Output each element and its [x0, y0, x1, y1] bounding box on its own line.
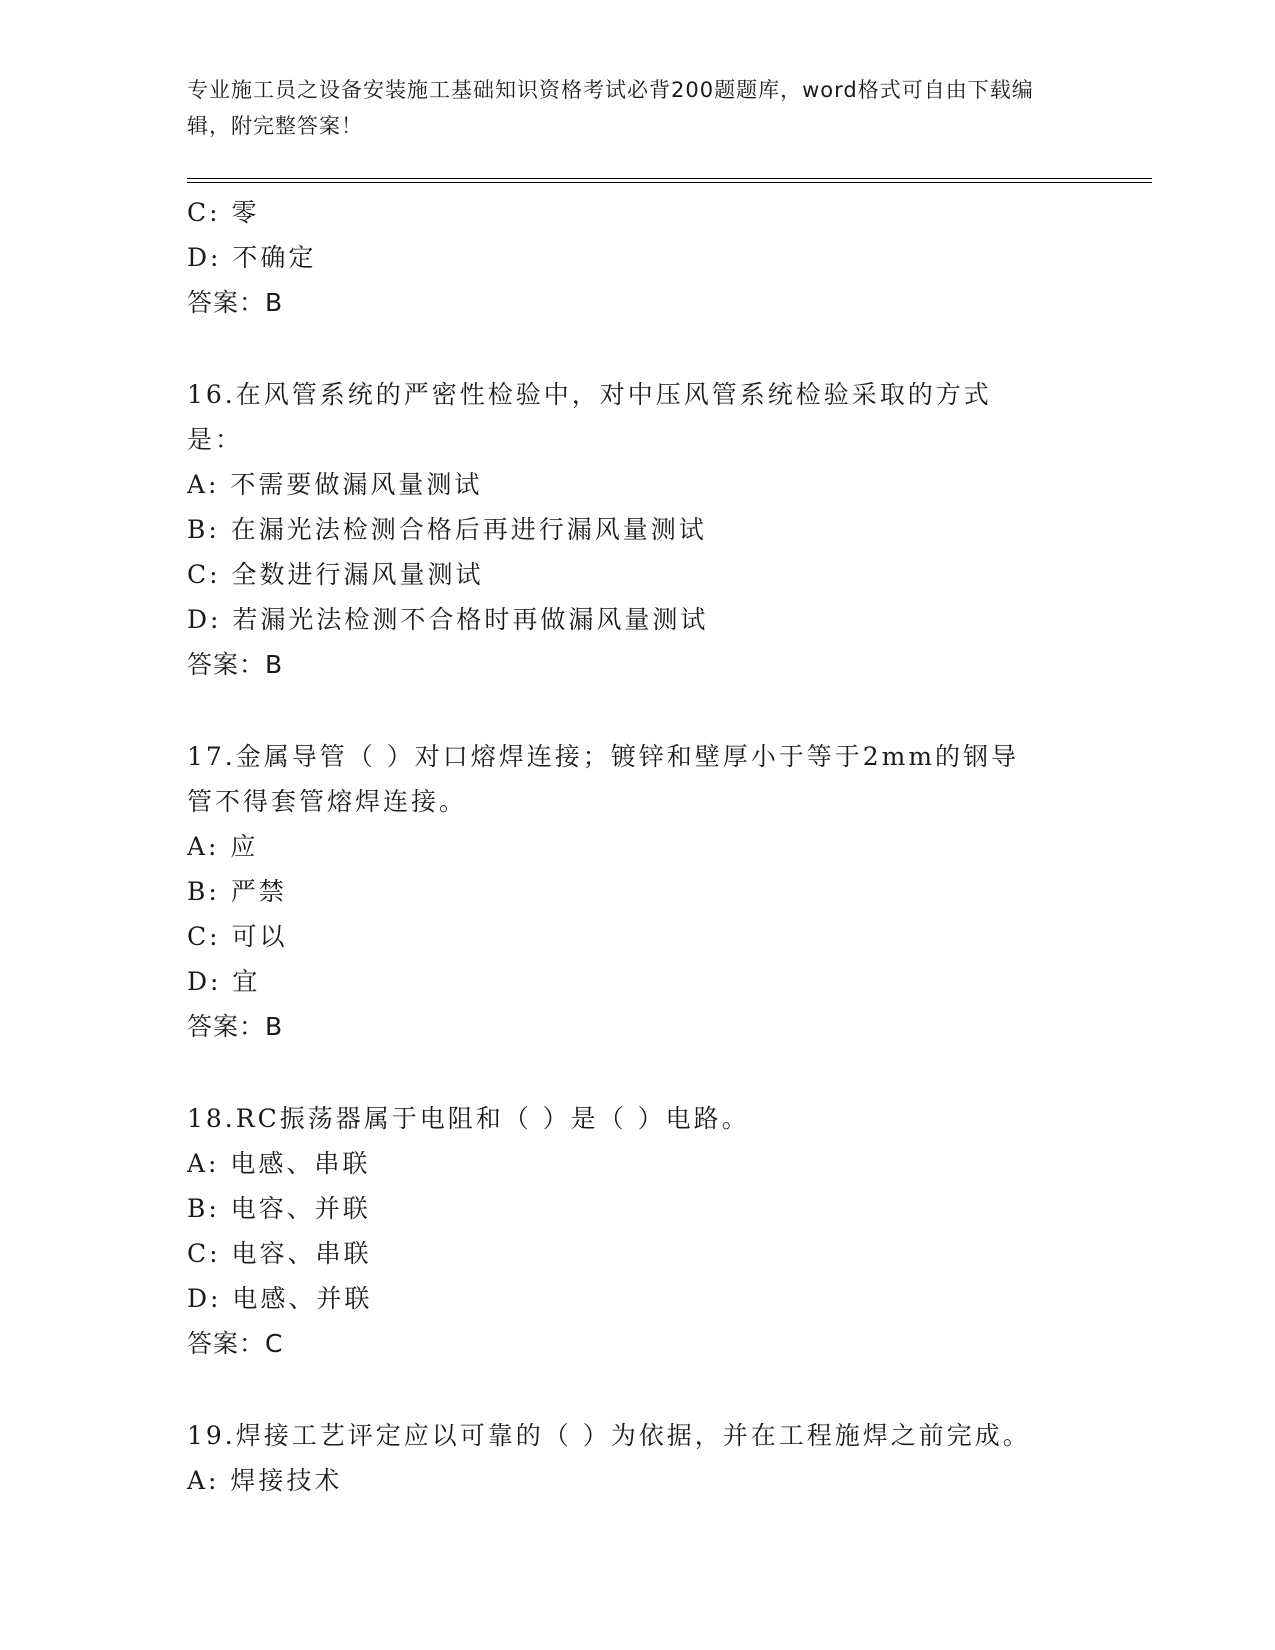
option-d: D: 若漏光法检测不合格时再做漏风量测试 [187, 605, 709, 634]
option-c: C: 电容、串联 [187, 1239, 372, 1268]
spacer [187, 687, 1087, 734]
question-text: 18.RC振荡器属于电阻和（ ）是（ ）电路。 [187, 1104, 750, 1133]
option-d: D: 电感、并联 [187, 1284, 373, 1313]
question-text: 17.金属导管（ ）对口熔焊连接；镀锌和壁厚小于等于2mm的钢导管不得套管熔焊连接。 [187, 742, 1020, 816]
question-list [187, 190, 1087, 1503]
spacer [187, 1366, 1087, 1413]
answer-label: 答案：B [187, 650, 284, 679]
option-c: C: 全数进行漏风量测试 [187, 560, 484, 589]
question-17 [187, 734, 1087, 1049]
option-b: B: 在漏光法检测合格后再进行漏风量测试 [187, 515, 707, 544]
option-d: D: 不确定 [187, 243, 317, 272]
spacer [187, 325, 1087, 372]
question-19 [187, 1413, 1087, 1503]
question-continued [187, 190, 1087, 325]
option-b: B: 严禁 [187, 877, 287, 906]
question-text: 19.焊接工艺评定应以可靠的（ ）为依据，并在工程施焊之前完成。 [187, 1421, 1031, 1450]
option-a: A: 不需要做漏风量测试 [187, 470, 483, 499]
document-header-title: 专业施工员之设备安装施工基础知识资格考试必背200题题库，word格式可自由下载编辑，附完整答案！ [187, 78, 1034, 138]
question-18 [187, 1096, 1087, 1366]
question-16 [187, 372, 1087, 687]
question-text: 16.在风管系统的严密性检验中，对中压风管系统检验采取的方式是： [187, 380, 992, 454]
header-rule-top [187, 178, 1152, 179]
spacer [187, 1049, 1087, 1096]
option-a: A: 应 [187, 832, 259, 861]
option-b: B: 电容、并联 [187, 1194, 371, 1223]
option-a: A: 焊接技术 [187, 1466, 343, 1495]
option-c: C: 可以 [187, 922, 288, 951]
header-rule-bottom [187, 182, 1152, 183]
option-d: D: 宜 [187, 967, 261, 996]
answer-label: 答案：C [187, 1329, 284, 1358]
option-c: C: 零 [187, 198, 260, 227]
answer-label: 答案：B [187, 288, 284, 317]
option-a: A: 电感、串联 [187, 1149, 371, 1178]
answer-label: 答案：B [187, 1012, 284, 1041]
